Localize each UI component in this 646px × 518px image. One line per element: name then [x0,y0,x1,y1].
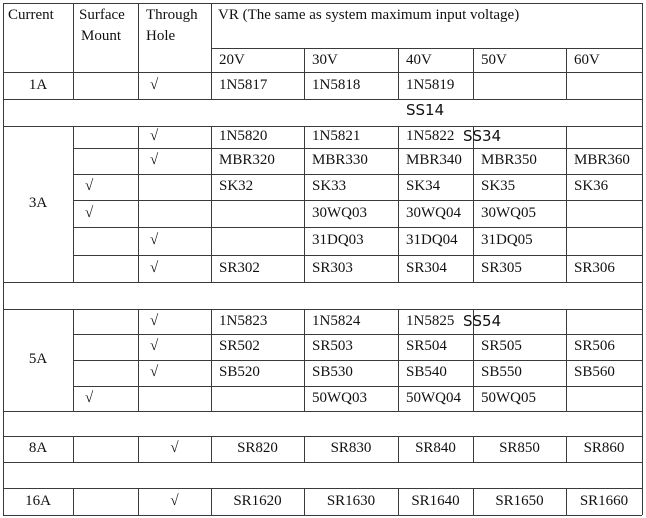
part-number-cell: 31DQ05 [481,232,533,248]
smd-alternative-note: SS34 [463,127,502,145]
spacer-line [3,309,642,310]
column-line [211,3,212,72]
part-number-cell: SR504 [406,338,447,354]
part-number-cell: SB560 [574,364,615,380]
part-number-cell: 1N5820 [219,128,268,144]
through-hole-check: √ [150,232,159,248]
part-number-cell: SK35 [481,178,516,194]
column-line [398,126,399,282]
header-voltage-60V: 60V [574,52,600,68]
through-hole-check: √ [150,152,159,168]
column-line [211,309,212,411]
column-line [566,309,567,411]
part-number-cell: SB550 [481,364,522,380]
part-number-cell: SR830 [330,440,372,456]
part-number-cell: SK33 [312,178,347,194]
row-line [73,386,642,387]
part-number-cell: SR305 [481,259,522,276]
part-number-cell: SR302 [219,259,260,276]
part-number-cell: 30WQ05 [481,204,536,221]
column-line [566,72,567,99]
part-number-cell: 50WQ05 [481,389,536,406]
through-hole-check: √ [170,492,179,509]
through-hole-check: √ [170,440,179,456]
part-number-cell: MBR320 [219,152,275,168]
part-number-cell: MBR350 [481,152,537,168]
part-number-cell: SR1650 [495,492,544,509]
column-line [138,3,139,72]
column-line [73,72,74,99]
part-number-cell: SR1630 [326,492,376,509]
current-label-5A: 5A [28,351,48,367]
column-line [566,126,567,282]
column-line [566,48,567,72]
through-hole-check: √ [150,128,159,144]
table-right-border [642,3,643,515]
part-number-cell: 31DQ03 [312,232,364,248]
column-line [473,48,474,72]
part-number-cell: SR1640 [411,492,460,509]
part-number-cell: SR303 [312,259,353,276]
header-current: Current [8,7,54,23]
row-line [73,200,642,201]
column-line [138,309,139,411]
row-line [73,255,642,256]
part-number-cell: SK36 [574,178,609,194]
header-vr: VR (The same as system maximum input voltage) [218,7,520,23]
current-label-8A: 8A [28,440,48,456]
part-number-cell: SR502 [219,338,260,354]
surface-mount-check: √ [85,178,94,194]
through-hole-check: √ [150,338,159,354]
through-hole-check: √ [150,259,159,276]
spacer-line [3,462,642,463]
part-number-cell: SR820 [237,440,278,456]
header-through-hole: Through [146,7,198,23]
part-number-cell: 1N5819 [406,76,455,93]
row-line [73,174,642,175]
part-number-cell: SR1620 [233,492,282,509]
part-number-cell: 1N5817 [219,76,268,93]
part-number-cell: SR304 [406,259,447,276]
header-surface-mount: Surface [79,7,125,23]
header-voltage-30V: 30V [312,52,338,68]
part-number-cell: 1N5822 [406,128,455,144]
smd-alternative-note: SS54 [463,311,502,330]
row-line [73,334,642,335]
column-line [473,126,474,282]
column-line [73,488,74,515]
part-number-cell: SB530 [312,364,353,380]
current-label-16A: 16A [25,492,51,509]
part-number-cell: SK32 [219,178,254,194]
spacer-line [3,488,642,489]
part-number-cell: 1N5824 [312,312,361,329]
part-number-cell: 50WQ04 [406,389,461,406]
header-through-hole-2: Hole [146,28,176,44]
part-number-cell: 1N5823 [219,312,268,329]
column-line [304,309,305,411]
part-number-cell: 30WQ04 [406,204,461,221]
column-line [73,436,74,462]
column-line [304,48,305,72]
part-number-cell: MBR360 [574,152,630,168]
part-number-cell: SR850 [499,440,540,456]
column-line [398,48,399,72]
spacer-line [3,436,642,437]
through-hole-check: √ [150,76,159,93]
part-number-cell: MBR340 [406,152,462,168]
header-bottom-line [3,72,642,73]
part-number-cell: SR306 [574,259,615,276]
spacer-line [3,282,642,283]
surface-mount-check: √ [85,389,94,406]
row-line [73,148,642,149]
column-line [73,126,74,282]
spacer-line [3,126,642,127]
header-voltage-50V: 50V [481,52,507,68]
part-number-cell: 30WQ03 [312,204,367,221]
column-line [138,126,139,282]
part-number-cell: 50WQ03 [312,389,367,406]
column-line [304,72,305,99]
row-line [73,360,642,361]
column-line [398,309,399,411]
part-number-cell: 1N5818 [312,76,361,93]
part-number-cell: SB540 [406,364,447,380]
header-voltage-40V: 40V [406,52,432,68]
surface-mount-check: √ [85,204,94,221]
part-number-cell: 31DQ04 [406,232,458,248]
through-hole-check: √ [150,364,159,380]
part-number-cell: 1N5821 [312,128,361,144]
smd-alternative-note: SS14 [406,101,445,119]
part-number-cell: SR1660 [579,492,629,509]
column-line [473,72,474,99]
part-number-cell: SR860 [583,440,625,456]
header-split-line [211,48,642,49]
current-label-3A: 3A [28,195,48,211]
through-hole-check: √ [150,312,159,329]
header-surface-mount-2: Mount [81,28,122,44]
column-line [398,72,399,99]
part-number-cell: SB520 [219,364,260,380]
column-line [73,3,74,72]
part-number-cell: MBR330 [312,152,368,168]
spacer-line [3,99,642,100]
header-voltage-20V: 20V [219,52,245,68]
column-line [304,126,305,282]
table-top-border [3,3,642,4]
column-line [73,309,74,411]
part-number-cell: SR505 [481,338,522,354]
part-number-cell: SR506 [574,338,615,354]
column-line [211,72,212,99]
spacer-line [3,411,642,412]
current-label-1A: 1A [28,76,48,93]
row-line [73,227,642,228]
table-bottom-border [3,515,642,516]
part-number-cell: SR840 [415,440,456,456]
part-number-cell: SK34 [406,178,441,194]
part-number-cell: 1N5825 [406,312,455,329]
part-number-cell: SR503 [312,338,353,354]
column-line [211,126,212,282]
column-line [138,72,139,99]
